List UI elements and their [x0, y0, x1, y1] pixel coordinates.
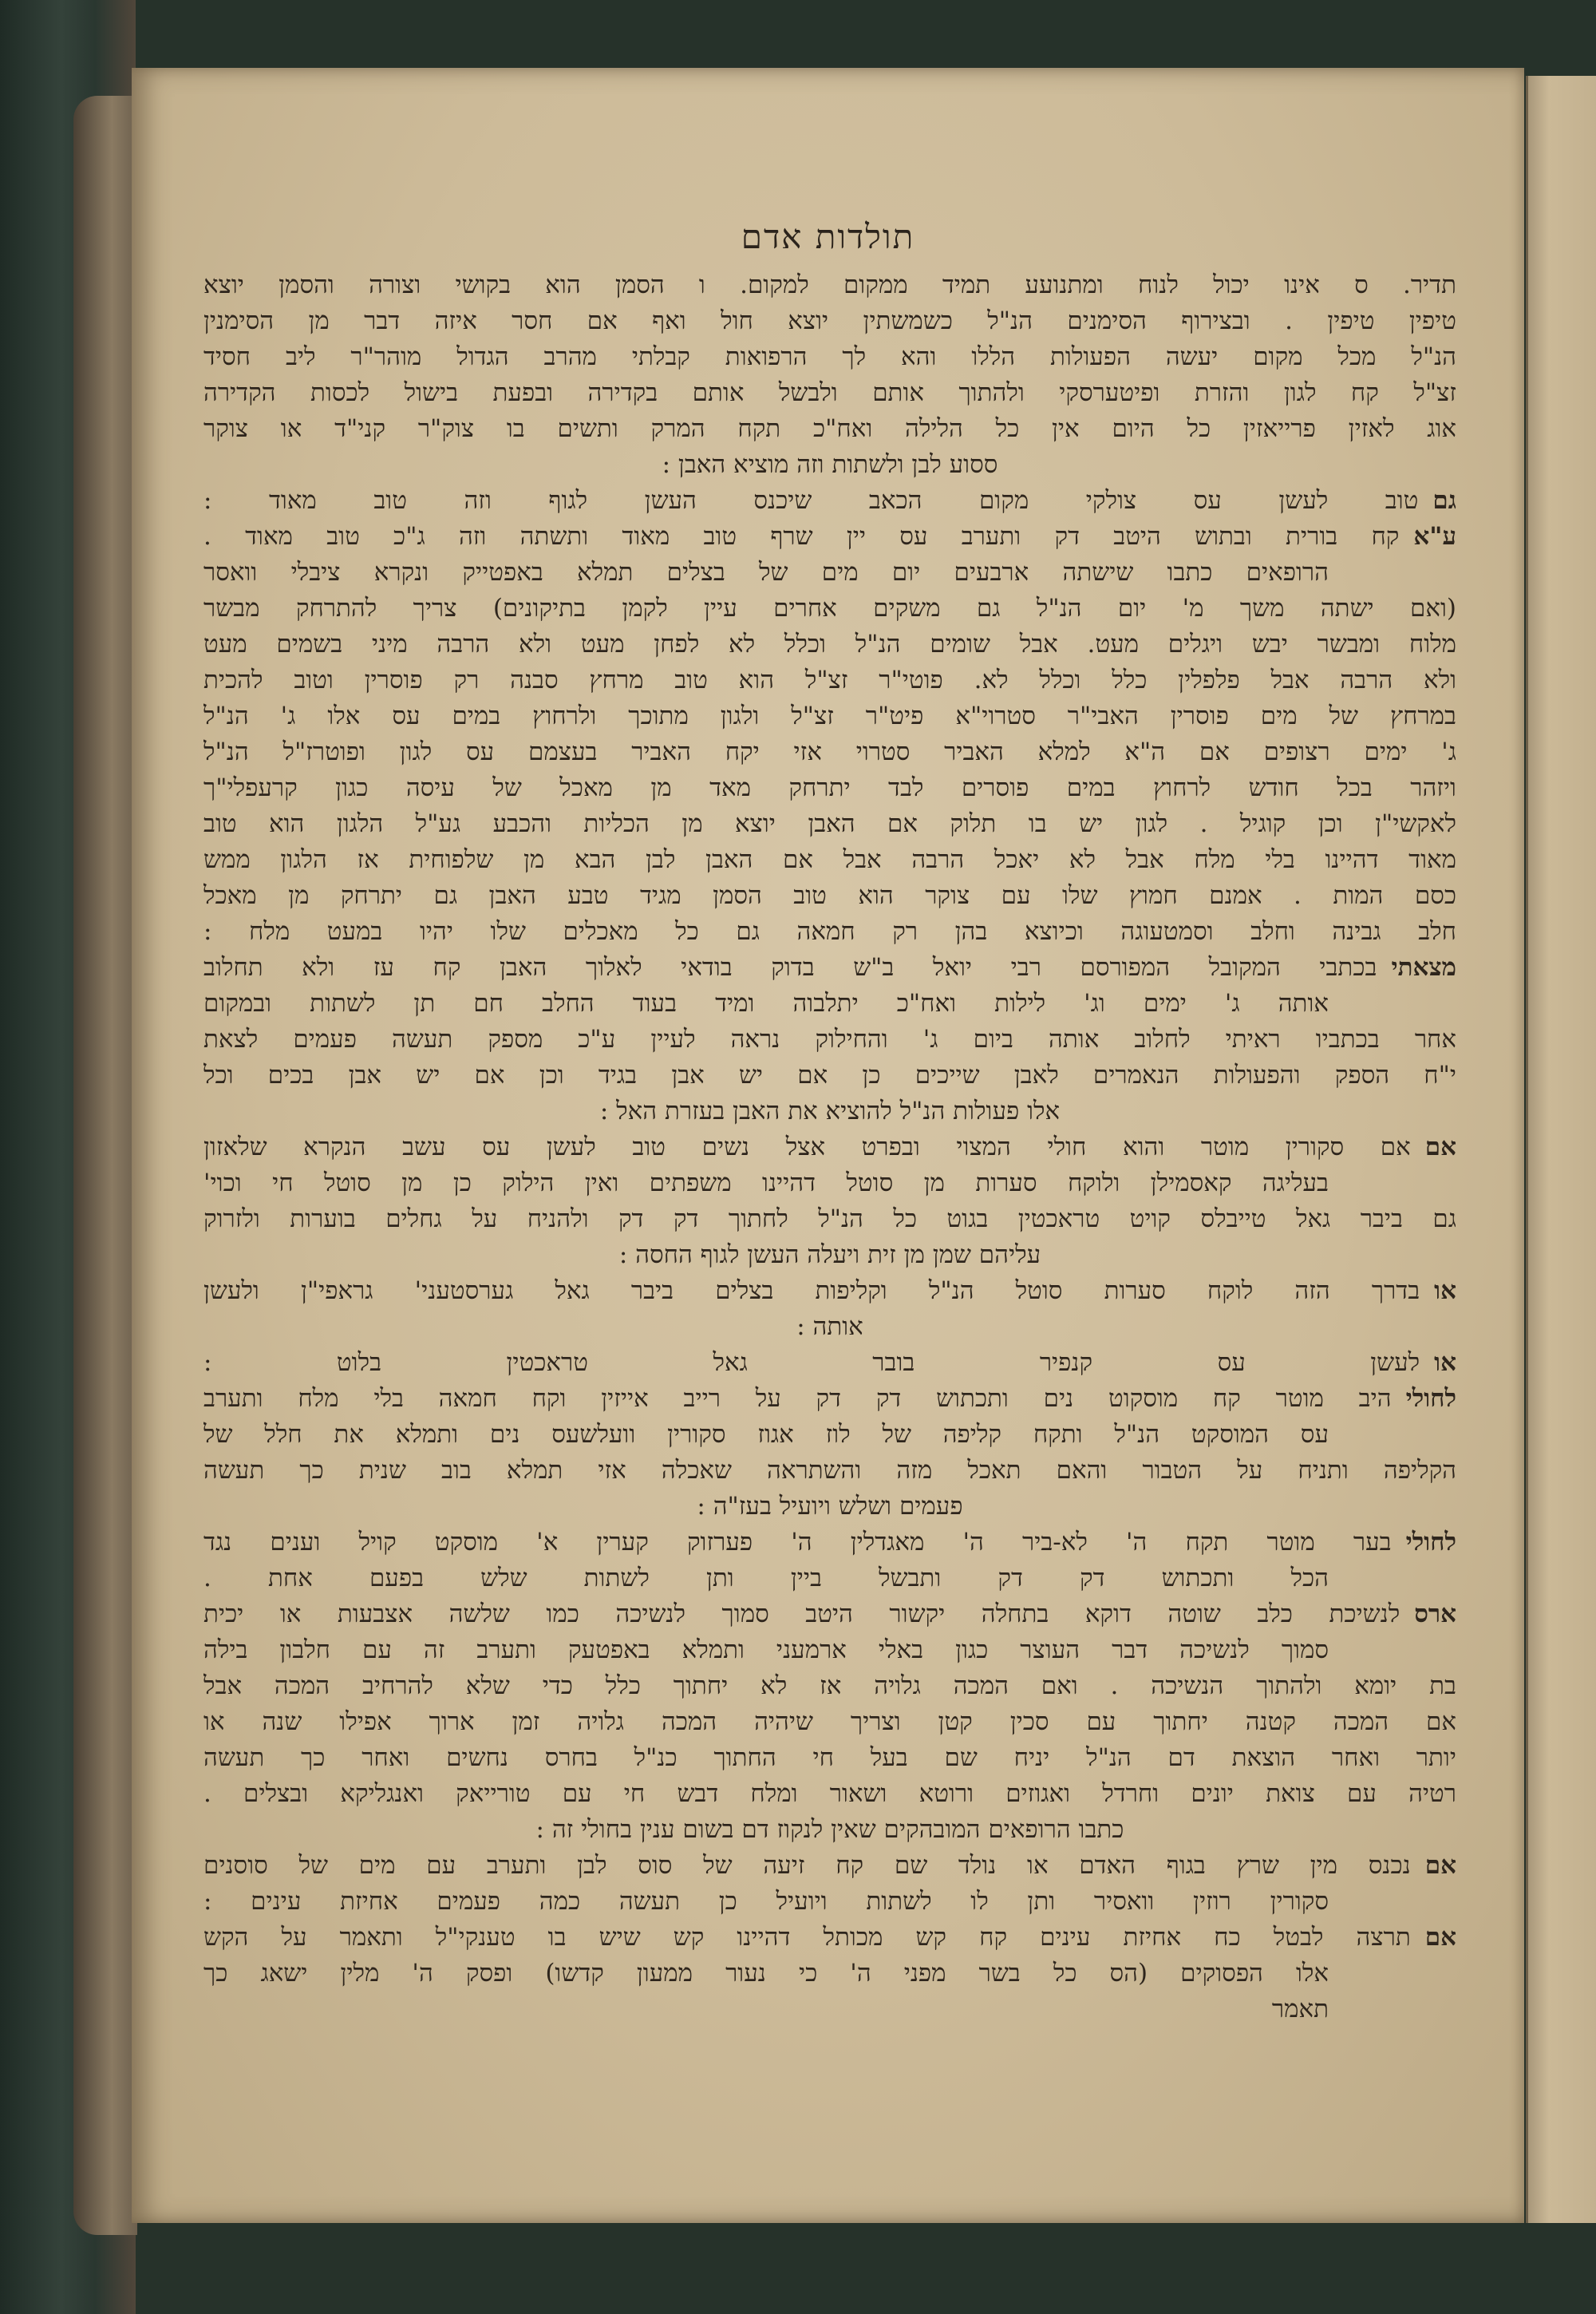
text-line: [203, 1165, 1456, 1201]
paragraph-lead-word: או: [1434, 1348, 1456, 1377]
text-line: [203, 375, 1456, 411]
text-line: [203, 303, 1456, 339]
paragraph-lead-word: לחולי: [1405, 1528, 1456, 1557]
line-text: במרחץ של מים פוסרין האבי"ר סטרוי"א פיט"ר זצ"ל ולגון מתוכך ולרחוץ במים עס אלו ג' הנ"ל: [203, 702, 1456, 730]
text-line: [203, 1381, 1456, 1417]
line-text: אותה ג' ימים וג' לילות ואח"כ יתלבוה ומיד בעוד החלב חם תן לשתות ובמקום: [203, 989, 1329, 1018]
line-text: אחר בכתביו ראיתי לחלוב אותה ביום ג' והחילוק נראה לעיין ע"כ מספק תעשה פעמים לצאת: [203, 1025, 1456, 1054]
paragraph-lead-word: מצאתי: [1391, 953, 1456, 982]
line-text: י"ח הספק והפעולות הנאמרים לאבן שייכים כן אם יש אבן בגיד וכן אם יש אבן בכים וכל: [203, 1061, 1456, 1090]
text-line: [203, 1920, 1456, 1956]
text-line: [203, 1237, 1456, 1273]
text-line: [203, 267, 1456, 303]
line-text: ססוע לבן ולשתות וזה מוציא האבן :: [662, 450, 998, 479]
line-text: תדיר. ס אינו יכול לנוח ומתנועע תמיד ממקום למקום. ו הסמן הוא בקושי וצורה והסמן יוצא: [203, 271, 1456, 299]
text-line: [203, 555, 1456, 591]
line-text: הרופאים כתבו שישתה ארבעים יום מים של בצלים תמלא באפטייק ונקרא ציבלי וואסר: [203, 558, 1329, 587]
line-text: פעמים ושלש ויועיל בעז"ה :: [697, 1492, 963, 1521]
text-line: [203, 411, 1456, 447]
next-page-edge: [1526, 76, 1596, 2223]
line-text: לעשן עס קנפיר בובר גאל טראכטין בלוט :: [203, 1348, 1420, 1377]
text-line: [203, 1201, 1456, 1237]
text-line: [203, 1022, 1456, 1058]
text-line: [203, 1453, 1456, 1489]
text-line: [203, 591, 1456, 627]
line-text: מלוח ומבשר יבש ויגלים מעט. אבל שומים הנ"ל וכלל לא לפחן מעט ולא הרבה מיני בשמים מעט: [203, 630, 1456, 659]
text-line: [203, 806, 1456, 842]
line-text: אותה :: [796, 1312, 863, 1341]
book-cover-edge: [73, 96, 137, 2235]
text-line: [203, 1094, 1456, 1129]
line-text: נכנס מין שרץ בגוף האדם או נולד שם קח זיעה של סוס לבן ותערב עם מים של סוסנים: [203, 1851, 1411, 1880]
text-line: [203, 734, 1456, 770]
line-text: הכל ותכתוש דק דק ותבשל ביין ותן לשתות שלש בפעם אחת .: [203, 1564, 1329, 1592]
text-line: [203, 1309, 1456, 1345]
line-text: רטיה עם צואת יונים וחרדל ואגוזים ורוטא ושאור ומלח דבש חי עם טורייאק ואנגליקא ובצלים .: [203, 1779, 1456, 1808]
line-text: ולא הרבה אבל פלפלין כלל וכלל לא. פוטי"ר זצ"ל הוא טוב מרחץ סבנה רק פוסרין וטוב להכית: [203, 666, 1456, 694]
paragraph-lead-word: גם: [1432, 486, 1456, 515]
text-line: [203, 1345, 1456, 1381]
line-text: בכתבי המקובל המפורסם רבי יואל ב"ש בדוק בודאי לאלוך האבן קח עז ולא תחלוב: [203, 953, 1377, 982]
line-text: עס המוסקט הנ"ל ותקח קליפה של לוז אגוז סקורין וועלשעס נים ותמלא את חלל של: [203, 1420, 1329, 1449]
line-text: סקורין רוזין וואסיר ותן לו לשתות ויועיל כן תעשה כמה פעמים אחיזת עינים :: [203, 1887, 1329, 1916]
line-text: טוב לעשן עס צולקי מקום הכאב שיכנס העשן לגוף וזה טוב מאוד :: [203, 486, 1419, 515]
line-text: טיפין טיפין . ובצירוף הסימנים הנ"ל כשמשתין יוצא חול ואף אם חסר איזה דבר מן הסימנין: [203, 307, 1456, 335]
line-text: כסם המות . אמנם חמוץ שלו עם צוקר הוא טוב הסמן מגיד טבע האבן גם יתרחק מן מאכל: [203, 881, 1456, 910]
line-text: תאמר: [1271, 1995, 1329, 2023]
line-text: תרצה לבטל כח אחיזת עינים קח קש מכותל דהיינו קש שיש בו טענקי"ל ותאמר על הקש: [203, 1923, 1411, 1952]
line-text: זצ"ל קח לגון והזרת ופיטערסקי ולהתוך אותם ולבשל אותם בקדירה ובפעת בישול לכסות הקדירה: [203, 378, 1456, 407]
line-text: היב מוטר קח מוסקוט נים ותכתוש דק דק על רייב אייזין וקח חמאה בלי מלח ותערב: [203, 1384, 1392, 1413]
text-line: [203, 1992, 1456, 2027]
paragraph-lead-word: אם: [1424, 1851, 1456, 1880]
text-line: [203, 1596, 1456, 1632]
paragraph-lead-word: או: [1434, 1276, 1456, 1305]
paragraph-lead-word: אם: [1424, 1923, 1456, 1952]
text-line: [203, 1956, 1456, 1992]
text-line: [203, 1632, 1456, 1668]
paragraph-lead-word: ע"א: [1413, 522, 1456, 551]
text-line: [203, 1273, 1456, 1309]
text-line: [203, 447, 1456, 483]
line-text: אלו הפסוקים (הס כל בשר מפני ה' כי נעור ממעון קדשו) ופסק ה' מלין ישאג כך: [203, 1959, 1329, 1988]
text-line: [203, 1417, 1456, 1453]
line-text: בת יומא ולהתוך הנשיכה . ואם המכה גלויה אז לא יחתוך כלל כדי שלא להרחיב המכה אבל: [203, 1671, 1456, 1700]
text-line: [203, 1884, 1456, 1920]
text-line: [203, 878, 1456, 914]
line-text: לנשיכת כלב שוטה דוקא בתחלה יקשור היטב סמוך לנשיכה כמו שלשה אצבעות או יכית: [203, 1600, 1400, 1628]
text-line: [203, 1848, 1456, 1884]
text-line: [203, 339, 1456, 375]
text-line: [203, 698, 1456, 734]
text-line: [203, 986, 1456, 1022]
line-text: הנ"ל מכל מקום יעשה הפעולות הללו והא לך הרפואות קבלתי מהרב הגדול מוהר"ר ליב חסיד: [203, 342, 1456, 371]
line-text: בדרך הזה לוקח סערות סוטל הנ"ל וקליפות בצלים ביבר גאל גערסטעני' גראפי"ן ולעשן: [203, 1276, 1420, 1305]
text-line: [203, 1740, 1456, 1776]
line-text: הקליפה ותניח על הטבור והאם תאכל מזה והשתראה שאכלה אזי תמלא בוב שנית כך תעשה: [203, 1456, 1456, 1485]
line-text: חלב גבינה וחלב וסמטעוגה וכיוצא בהן רק חמאה גם כל מאכלים שלו יהיו במעט מלח :: [203, 917, 1456, 946]
line-text: אלו פעולות הנ"ל להוציא את האבן בעזרת האל :: [599, 1097, 1061, 1125]
paragraph-lead-word: אם: [1424, 1133, 1456, 1161]
line-text: יותר ואחר הוצאת דם הנ"ל יניח שם בעל חי החתוך כנ"ל בחרס נחשים ואחר כך תעשה: [203, 1743, 1456, 1772]
line-text: ג' ימים רצופים אם ה"א למלא האביר סטרוי אזי יקח האביר בעצמם עס לגון ופוטרז"ל הנ"ל: [203, 738, 1456, 766]
text-line: [203, 1560, 1456, 1596]
line-text: אם סקורין מוטר והוא חולי המצוי ובפרט אצל נשים טוב לעשן עס עשב הנקרא שלאזון: [203, 1133, 1411, 1161]
text-line: [203, 1812, 1456, 1848]
text-line: [203, 1668, 1456, 1704]
text-line: [203, 519, 1456, 555]
line-text: לאקשי"ן וכן קוגיל . לגון יש בו תלוק אם האבן יוצא מן הכליות והכבע גע"ל הלגון הוא טוב: [203, 809, 1456, 838]
line-text: קח בורית ובתוש היטב דק ותערב עס יין שרף טוב מאוד ותשתה וזה ג"כ טוב מאוד .: [203, 522, 1400, 551]
line-text: אם המכה קטנה יחתוך עם סכין קטן וצריך שיהיה המכה גלויה זמן ארוך אפילו שנה או: [203, 1707, 1456, 1736]
line-text: בעליגה קאסמילן ולוקח סערות מן סוטל דהיינו משפתים ואין הילוק כן מן סוטל חי וכוי': [203, 1169, 1329, 1197]
text-line: [203, 1129, 1456, 1165]
text-line: [203, 914, 1456, 950]
line-text: מאוד דהיינו בלי מלח אבל לא יאכל הרבה אבל אם האבן לבן הבא מן שלפוחית אז הלגון ממש: [203, 845, 1456, 874]
line-text: גם ביבר גאל טייבלס קויט טראכטין בגוט כל הנ"ל לחתוך דק דק ולהניח על גחלים בוערות ולזרוק: [203, 1204, 1456, 1233]
line-text: עליהם שמן מן זית ויעלה העשן לגוף החסה :: [618, 1240, 1041, 1269]
text-line: [203, 950, 1456, 986]
text-line: [203, 1704, 1456, 1740]
text-line: [203, 627, 1456, 663]
page-text-block: [203, 267, 1456, 2027]
line-text: בער מוטר תקח ה' לא-ביר ה' מאגדלין ה' פערזוק קערין א' מוסקט קויל וענים נגד: [203, 1528, 1392, 1557]
line-text: כתבו הרופאים המובהקים שאין לנקוז דם בשום ענין בחולי זה :: [535, 1815, 1124, 1844]
text-line: [203, 1776, 1456, 1812]
line-text: ויזהר בכל חודש לרחוץ במים פוסרים לבד יתרחק מאד מן מאכל של עיסה כגון קרעפלי"ך: [203, 773, 1456, 802]
line-text: סמוך לנשיכה דבר העוצר כגון באלי ארמעני ותמלא באפטעק ותערב זה עם חלבון בילה: [203, 1636, 1329, 1664]
text-line: [203, 770, 1456, 806]
text-line: [203, 1525, 1456, 1560]
paragraph-lead-word: ארס: [1414, 1600, 1456, 1628]
text-line: [203, 663, 1456, 698]
paragraph-lead-word: לחולי: [1405, 1384, 1456, 1413]
line-text: (ואם ישתה משך מ' יום הנ"ל גם משקים אחרים עיין לקמן בתיקונים) צריך להתרחק מבשר: [203, 594, 1456, 623]
text-line: [203, 483, 1456, 519]
text-line: [203, 1489, 1456, 1525]
text-line: [203, 1058, 1456, 1094]
line-text: אוג לאזין פרייאזין כל היום אין כל הלילה ואח"כ תקח המרק ותשים בו צוק"ר קני"ד או צוקר: [203, 414, 1456, 443]
text-line: [203, 842, 1456, 878]
page-header: תולדות אדם: [741, 217, 915, 256]
